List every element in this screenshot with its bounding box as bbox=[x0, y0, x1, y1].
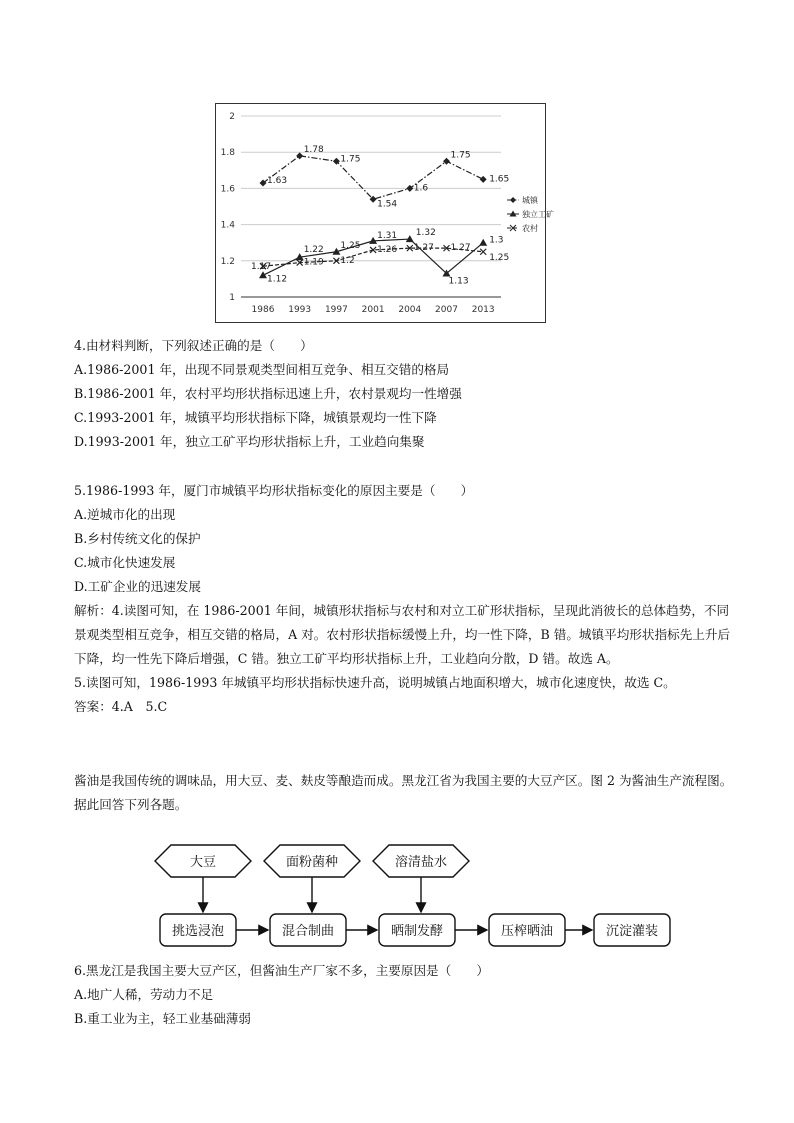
legend-marker bbox=[510, 197, 516, 203]
question-stem: 5.1986-1993 年，厦门市城镇平均形状指标变化的原因主要是（ ） bbox=[74, 483, 474, 498]
y-tick-label: 1.4 bbox=[220, 220, 235, 231]
legend-label: 农村 bbox=[522, 224, 538, 233]
input-label: 溶清盐水 bbox=[394, 855, 448, 870]
option-d: D.1993-2001 年，独立工矿平均形状指标上升，工业趋向集聚 bbox=[74, 434, 425, 449]
data-label: 1.27 bbox=[450, 243, 471, 254]
data-label: 1.78 bbox=[303, 144, 324, 155]
legend-label: 城镇 bbox=[522, 196, 538, 205]
option-c: C.1993-2001 年，城镇平均形状指标下降，城镇景观均一性下降 bbox=[74, 410, 437, 425]
series-line bbox=[263, 156, 483, 199]
input-label: 大豆 bbox=[189, 855, 217, 870]
question-stem: 4.由材料判断，下列叙述正确的是（ ） bbox=[74, 338, 313, 353]
process-label: 混合制曲 bbox=[281, 924, 335, 939]
data-label: 1.22 bbox=[303, 245, 324, 256]
line-chart bbox=[215, 103, 554, 323]
data-label: 1.2 bbox=[340, 255, 355, 266]
data-label: 1.65 bbox=[489, 174, 510, 185]
x-tick-label: 1997 bbox=[324, 305, 348, 315]
data-label: 1.13 bbox=[448, 276, 469, 287]
data-label: 1.26 bbox=[377, 244, 398, 255]
data-label: 1.6 bbox=[413, 183, 429, 194]
intro-paragraph: 酱油是我国传统的调味品，用大豆、麦、麸皮等酿造而成。黑龙江省为我国主要的大豆产区。图 2 为酱油生产流程图。据此回答下列各题。 bbox=[74, 773, 733, 812]
data-label: 1.19 bbox=[303, 257, 324, 268]
data-point bbox=[480, 249, 486, 255]
soy-sauce-flowchart bbox=[150, 838, 660, 953]
process-label: 沉淀灌装 bbox=[605, 924, 659, 939]
option-a: A.逆城市化的出现 bbox=[74, 507, 176, 522]
data-label: 1.27 bbox=[413, 243, 434, 254]
analysis-5: 5.读图可知，1986-1993 年城镇平均形状指标快速升高，说明城镇占地面积增大，城市化速度快，故选 C。 bbox=[74, 675, 676, 690]
option-b: B.1986-2001 年，农村平均形状指标迅速上升，农村景观均一性增强 bbox=[74, 386, 462, 401]
question-stem: 6.黑龙江是我国主要大豆产区，但酱油生产厂家不多，主要原因是（ ） bbox=[74, 963, 490, 978]
y-tick-label: 1.6 bbox=[220, 184, 235, 195]
data-label: 1.75 bbox=[340, 154, 361, 165]
data-point bbox=[296, 152, 303, 159]
data-point bbox=[479, 239, 487, 246]
option-b: B.重工业为主，轻工业基础薄弱 bbox=[74, 1011, 251, 1026]
legend-label: 独立工矿 bbox=[522, 210, 554, 219]
x-tick-label: 2013 bbox=[471, 305, 495, 315]
x-tick-label: 2007 bbox=[435, 305, 458, 315]
x-tick-label: 1986 bbox=[251, 305, 275, 315]
process-label: 挑选浸泡 bbox=[171, 924, 225, 939]
y-tick-label: 1.8 bbox=[220, 148, 235, 159]
data-point bbox=[480, 176, 487, 183]
data-label: 1.75 bbox=[450, 150, 471, 161]
data-label: 1.31 bbox=[377, 230, 398, 241]
data-label: 1.25 bbox=[340, 240, 361, 251]
option-a: A.1986-2001 年，出现不同景观类型间相互竞争、相互交错的格局 bbox=[74, 362, 450, 377]
data-label: 1.54 bbox=[377, 199, 398, 210]
x-tick-label: 1993 bbox=[288, 305, 312, 315]
question-5 bbox=[74, 479, 734, 719]
x-tick-label: 2004 bbox=[398, 305, 422, 315]
y-tick-label: 1 bbox=[229, 293, 235, 303]
question-4 bbox=[74, 334, 734, 454]
data-label: 1.25 bbox=[489, 252, 510, 263]
input-label: 面粉菌种 bbox=[285, 855, 339, 870]
y-tick-label: 1.2 bbox=[220, 256, 235, 267]
option-a: A.地广人稀，劳动力不足 bbox=[74, 987, 214, 1002]
option-c: C.城市化快速发展 bbox=[74, 555, 176, 570]
question-6 bbox=[74, 959, 734, 1031]
process-label: 晒制发酵 bbox=[390, 924, 444, 939]
data-label: 1.17 bbox=[251, 262, 272, 273]
analysis-4: 解析：4.读图可知，在 1986-2001 年间，城镇形状指标与农村和对立工矿形状指标，呈现此消彼长的总体趋势，不同景观类型相互竞争，相互交错的格局，A 对。农村形状指标缓慢上升，均一性下降，B 错。城镇平均形状指标先上升后下降，均一性先下降后增强，C 错。独立工矿平均形状指标上升，工业趋向分散，D 错。故选 A。 bbox=[74, 603, 731, 666]
answer: 答案：4.A 5.C bbox=[74, 699, 168, 714]
data-label: 1.63 bbox=[267, 175, 288, 186]
y-tick-label: 2 bbox=[229, 112, 235, 122]
data-label: 1.12 bbox=[267, 274, 288, 285]
x-tick-label: 2001 bbox=[361, 305, 385, 315]
chart-svg bbox=[216, 104, 554, 324]
flowchart-svg bbox=[150, 838, 660, 953]
option-d: D.工矿企业的迅速发展 bbox=[74, 579, 201, 594]
data-label: 1.3 bbox=[489, 235, 504, 246]
data-label: 1.32 bbox=[415, 228, 436, 239]
data-point bbox=[406, 235, 414, 242]
data-point bbox=[259, 271, 267, 278]
option-b: B.乡村传统文化的保护 bbox=[74, 531, 201, 546]
process-label: 压榨晒油 bbox=[500, 924, 554, 939]
